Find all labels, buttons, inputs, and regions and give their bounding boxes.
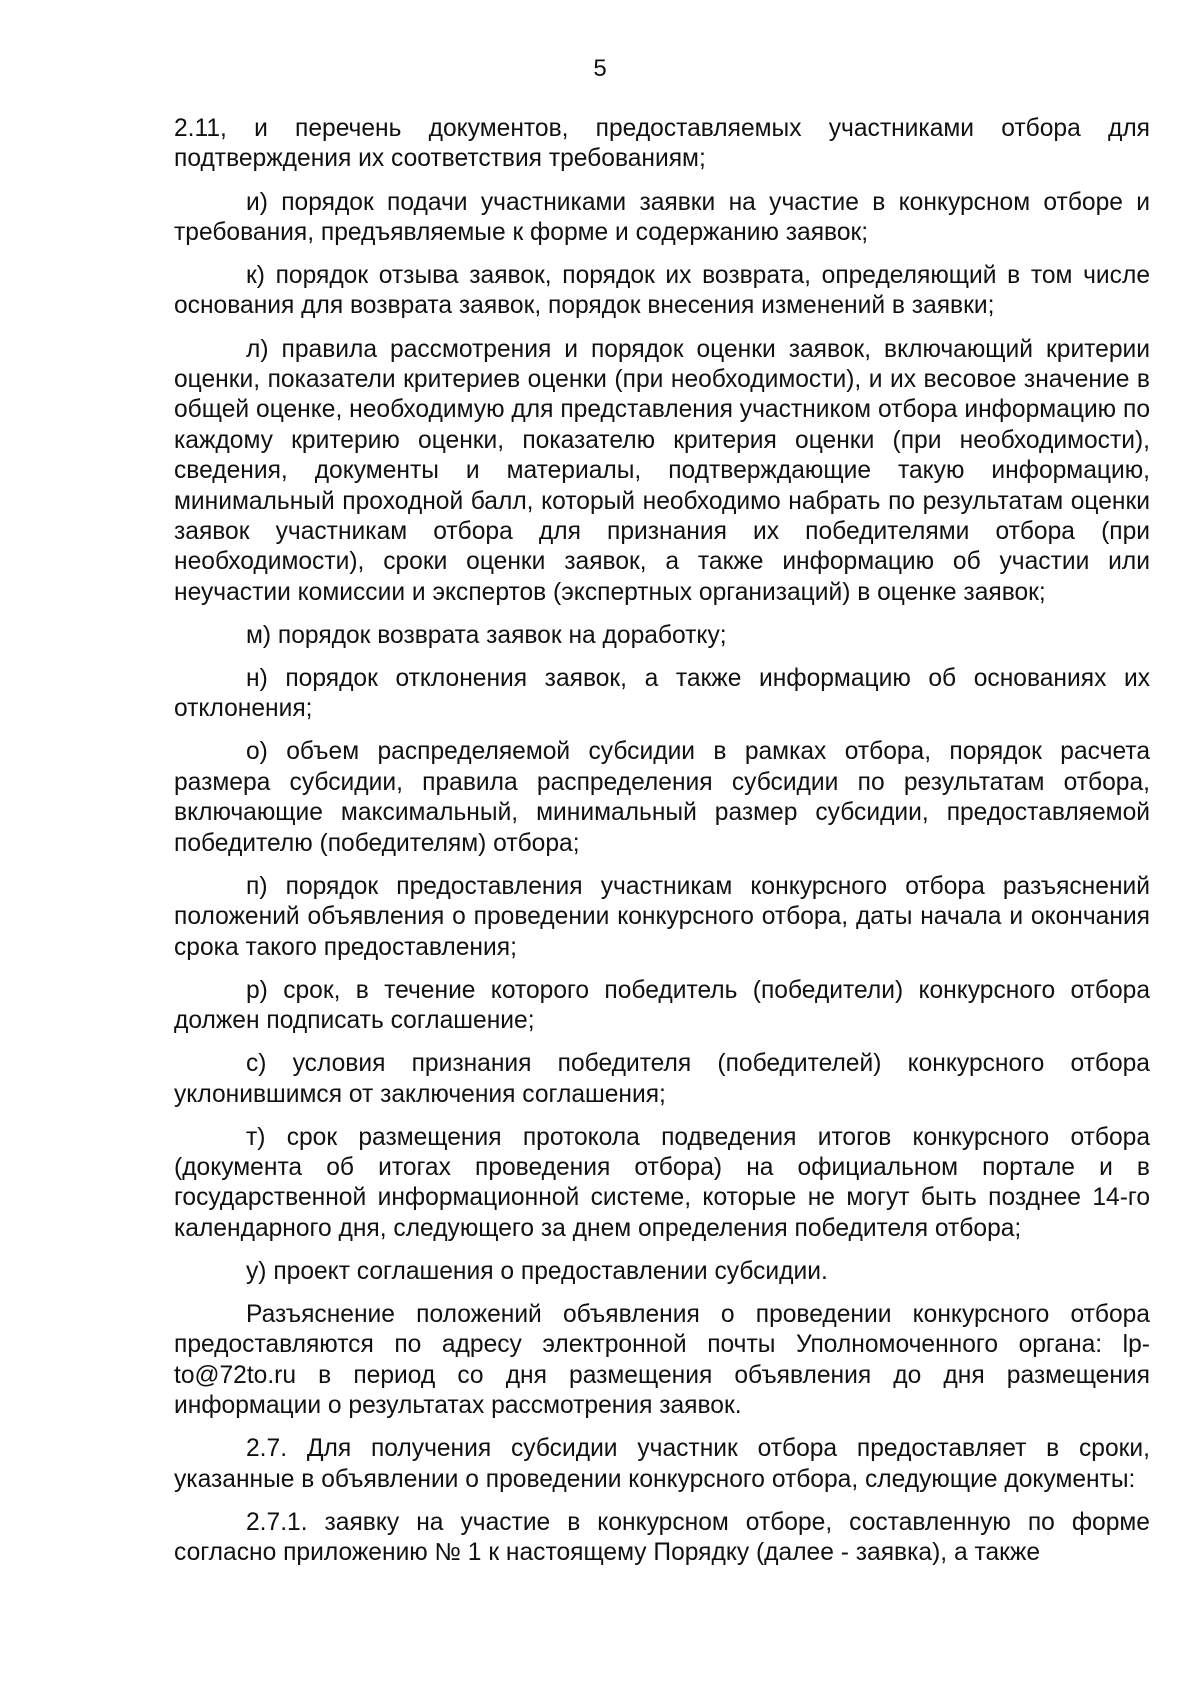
paragraph-item-l: л) правила рассмотрения и порядок оценки заявок, включающий критерии оценки, показатели критериев оценки (при необходимости), и их весовое значение в общей оценке, необходимую для представления участником отбора информацию по каждому критерию оценки, показателю критерия оценки (при необходимости), сведения, документы и материалы, подтверждающие такую информацию, минимальный проходной балл, который необходимо набрать по результатам оценки заявок участникам отбора для признания их победителями отбора (при необходимости), сроки оценки заявок, а также информацию об участии или неучастии комиссии и экспертов (экспертных организаций) в оценке заявок; [174,335,1150,606]
page-number: 5 [593,55,607,82]
paragraph-item-r: р) срок, в течение которого победитель (победители) конкурсного отбора должен подписать соглашение; [174,976,1150,1035]
paragraph-continuation: 2.11, и перечень документов, предоставляемых участниками отбора для подтверждения их соответствия требованиям; [174,115,1150,173]
paragraph-item-t: т) срок размещения протокола подведения итогов конкурсного отбора (документа об итогах проведения отбора) на официальном портале и в государственной информационной системе, которые не могут быть позднее 14-го календарного дня, следующего за днем определения победителя отбора; [174,1123,1150,1242]
paragraph-item-k: к) порядок отзыва заявок, порядок их возврата, определяющий в том числе основания для возврата заявок, порядок внесения изменений в заявки; [174,262,1150,320]
paragraph-item-s: с) условия признания победителя (победителей) конкурсного отбора уклонившимся от заключения соглашения; [174,1050,1150,1108]
paragraph-item-n: н) порядок отклонения заявок, а также информацию об основаниях их отклонения; [174,664,1150,723]
paragraph-item-m: м) порядок возврата заявок на доработку; [246,621,727,649]
paragraph-section-2-7-1: 2.7.1. заявку на участие в конкурсном отборе, составленную по форме согласно приложению № 1 к настоящему Порядку (далее - заявка), а также [174,1508,1150,1567]
paragraph-item-i: и) порядок подачи участниками заявки на участие в конкурсном отборе и требования, предъявляемые к форме и содержанию заявок; [174,188,1150,246]
document-body [174,114,1150,1581]
paragraph-item-p: п) порядок предоставления участникам конкурсного отбора разъяснений положений объявления о проведении конкурсного отбора, даты начала и окончания срока такого предоставления; [174,872,1150,961]
paragraph-item-o: о) объем распределяемой субсидии в рамках отбора, порядок расчета размера субсидии, правила распределения субсидии по результатам отбора, включающие максимальный, минимальный размер субсидии, предоставляемой победителю (победителям) отбора; [174,738,1150,857]
paragraph-clarification: Разъяснение положений объявления о проведении конкурсного отбора предоставляются по адресу электронной почты Уполномоченного органа: lp-to@72to.ru в период со дня размещения объявления до дня размещения информации о результатах рассмотрения заявок. [174,1301,1150,1420]
paragraph-item-u: у) проект соглашения о предоставлении субсидии. [246,1257,828,1285]
paragraph-section-2-7: 2.7. Для получения субсидии участник отбора предоставляет в сроки, указанные в объявлении о проведении конкурсного отбора, следующие документы: [174,1435,1150,1493]
